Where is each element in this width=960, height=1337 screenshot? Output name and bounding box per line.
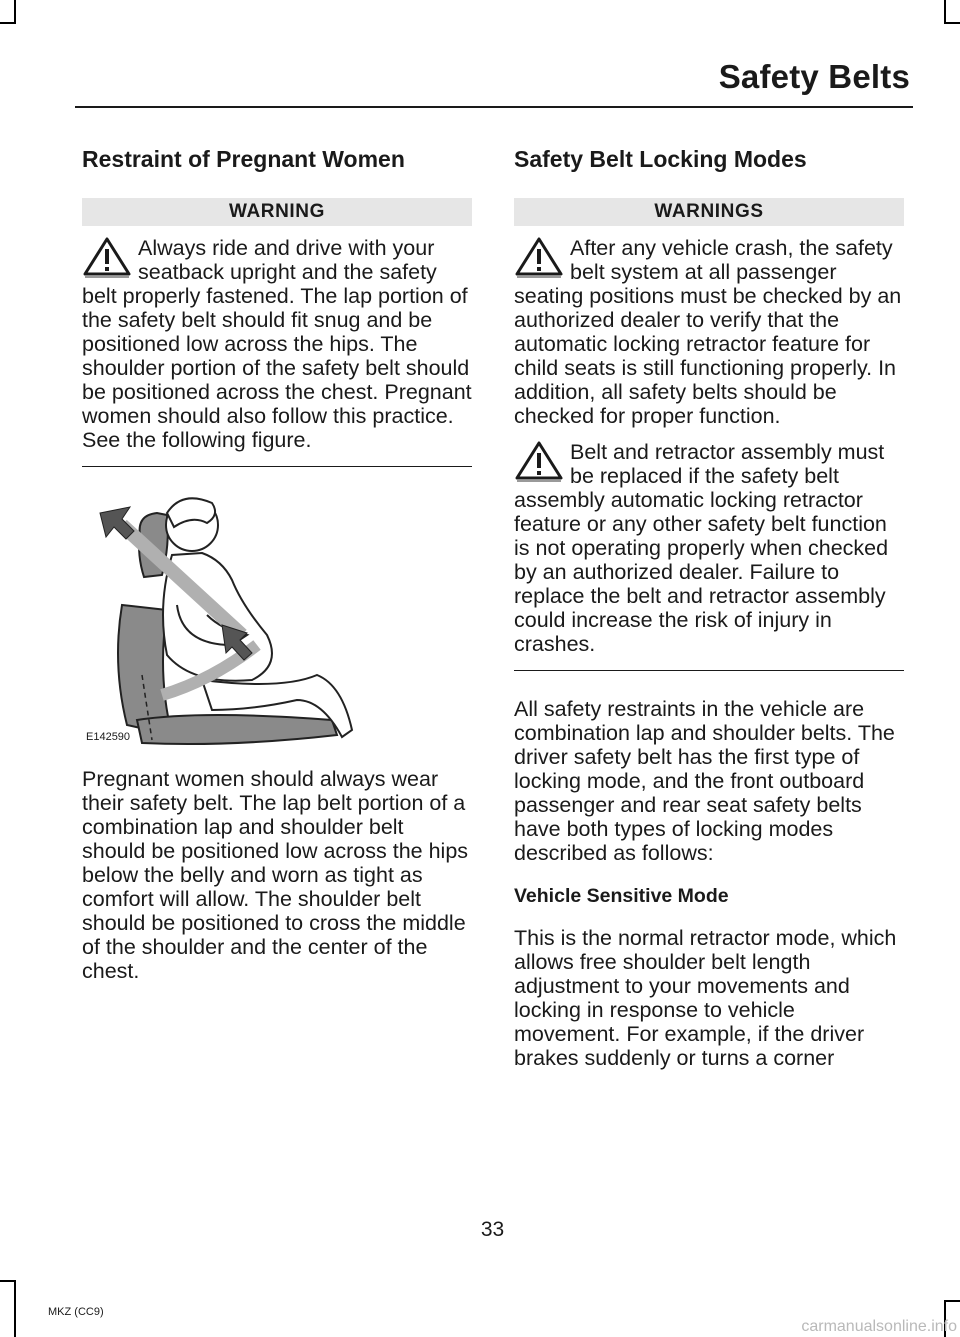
warning-block xyxy=(82,236,472,452)
warnings-banner: WARNINGS xyxy=(514,198,904,226)
watermark: carmanualsonline.info xyxy=(801,1318,957,1335)
page-number: 33 xyxy=(480,1218,505,1241)
warning-text: Belt and retractor assembly must be replaced if the safety belt assembly automatic locking retractor feature or any other safety belt function is not operating properly when checked by an authorized dealer. Failure to replace the belt and retractor assembly could increase the risk of injury in crashes. xyxy=(514,440,889,656)
header-divider xyxy=(75,106,913,108)
footer-model: MKZ (CC9) xyxy=(48,1306,104,1318)
crop-mark xyxy=(0,1280,16,1282)
pregnant-woman-seatbelt-illustration xyxy=(82,485,472,747)
warning-text: Always ride and drive with your seatback upright and the safety belt properly fastened. The lap portion of the safety belt should fit snug and be positioned low across the hips. The shoulder portion of the safety belt should be positioned across the chest. Pregnant women should also follow this practice. See the following figure. xyxy=(82,236,472,452)
warning-banner: WARNING xyxy=(82,198,472,226)
warning-triangle-icon xyxy=(82,236,132,278)
section-heading: Safety Belt Locking Modes xyxy=(514,146,807,172)
figure-code: E142590 xyxy=(86,731,131,743)
body-paragraph: This is the normal retractor mode, which allows free shoulder belt length adjustment to your movements and locking in response to vehicle movement. For example, if the driver brakes suddenly or turns a corner xyxy=(514,926,897,1070)
left-column xyxy=(82,146,472,983)
crop-mark xyxy=(14,1280,16,1337)
body-paragraph: All safety restraints in the vehicle are combination lap and shoulder belts. The driver safety belt has the first type of locking mode, and the front outboard passenger and rear seat safety belts have both types of locking modes described as follows: xyxy=(514,697,895,865)
warning-triangle-icon xyxy=(514,440,564,482)
crop-mark xyxy=(944,1300,960,1302)
warning-block xyxy=(514,440,904,656)
subsection-heading: Vehicle Sensitive Mode xyxy=(514,885,729,907)
crop-mark xyxy=(944,22,960,24)
body-paragraph: Pregnant women should always wear their safety belt. The lap belt portion of a combination lap and shoulder belt should be positioned low across the hips below the belly and worn as tight as comfort will allow. The shoulder belt should be positioned to cross the middle of the shoulder and the center of the chest. xyxy=(82,767,469,983)
warning-end-divider xyxy=(82,466,472,467)
section-heading: Restraint of Pregnant Women xyxy=(82,146,405,172)
crop-mark xyxy=(0,22,16,24)
right-column xyxy=(514,146,904,1070)
warning-block xyxy=(514,236,904,428)
warning-text: After any vehicle crash, the safety belt system at all passenger seating positions must be checked by an authorized dealer to verify that the automatic locking retractor feature for child seats is still functioning properly. In addition, all safety belts should be checked for proper function. xyxy=(514,236,902,428)
warning-triangle-icon xyxy=(514,236,564,278)
warning-end-divider xyxy=(514,670,904,671)
page-title: Safety Belts xyxy=(718,58,910,95)
crop-mark xyxy=(944,0,946,22)
crop-mark xyxy=(14,0,16,22)
